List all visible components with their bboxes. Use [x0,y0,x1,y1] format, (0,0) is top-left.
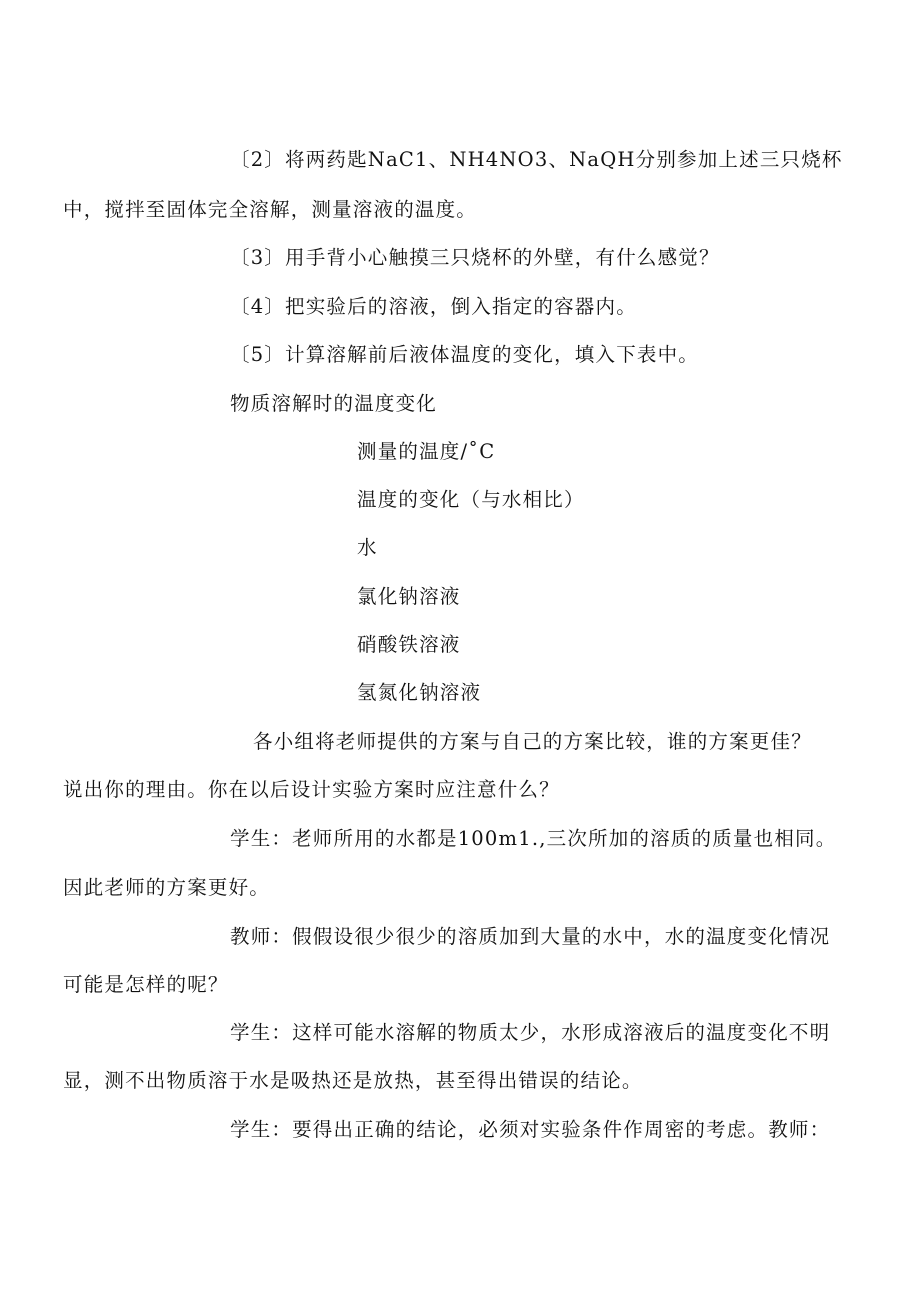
table-row-water: 水 [357,536,378,559]
discussion-4-line-1: 学生：这样可能水溶解的物质太少，水形成溶液后的温度变化不明 [230,1021,831,1044]
discussion-3-line-2: 可能是怎样的呢？ [63,973,229,996]
table-row-hydroxide: 氢氮化钠溶液 [357,681,482,704]
step-3-line: 〔3〕用手背小心触摸三只烧杯的外壁，有什么感觉？ [230,246,720,269]
discussion-4-line-2: 显，测不出物质溶于水是吸热还是放热，甚至得出错误的结论。 [63,1069,643,1092]
table-row-nitrate: 硝酸铁溶液 [357,633,461,656]
discussion-1-line-2: 说出你的理由。你在以后设计实验方案时应注意什么？ [63,778,560,801]
table-row-nacl: 氯化钠溶液 [357,585,461,608]
step-4-line: 〔4〕把实验后的溶液，倒入指定的容器内。 [230,295,637,318]
table-header-temperature: 测量的温度/˚C [357,440,496,463]
step-5-line: 〔5〕计算溶解前后液体温度的变化，填入下表中。 [230,343,700,366]
discussion-2-line-1: 学生：老师所用的水都是100m1.,三次所加的溶质的质量也相同。 [230,827,837,850]
step-2-line-2: 中，搅拌至固体完全溶解，测量溶液的温度。 [63,198,478,221]
discussion-3-line-1: 教师：假假设很少很少的溶质加到大量的水中，水的温度变化情况 [230,925,831,948]
discussion-2-line-2: 因此老师的方案更好。 [63,876,271,899]
table-title: 物质溶解时的温度变化 [230,392,438,415]
step-2-line-1: 〔2〕将两药匙NaC1、NH4NO3、NaQH分别参加上述三只烧杯 [230,148,843,171]
discussion-1-line-1: 各小组将老师提供的方案与自己的方案比较，谁的方案更佳？ [253,730,812,753]
discussion-5-line-1: 学生：要得出正确的结论，必须对实验条件作周密的考虑。教师： [230,1118,831,1141]
table-header-change: 温度的变化（与水相比） [357,488,585,511]
